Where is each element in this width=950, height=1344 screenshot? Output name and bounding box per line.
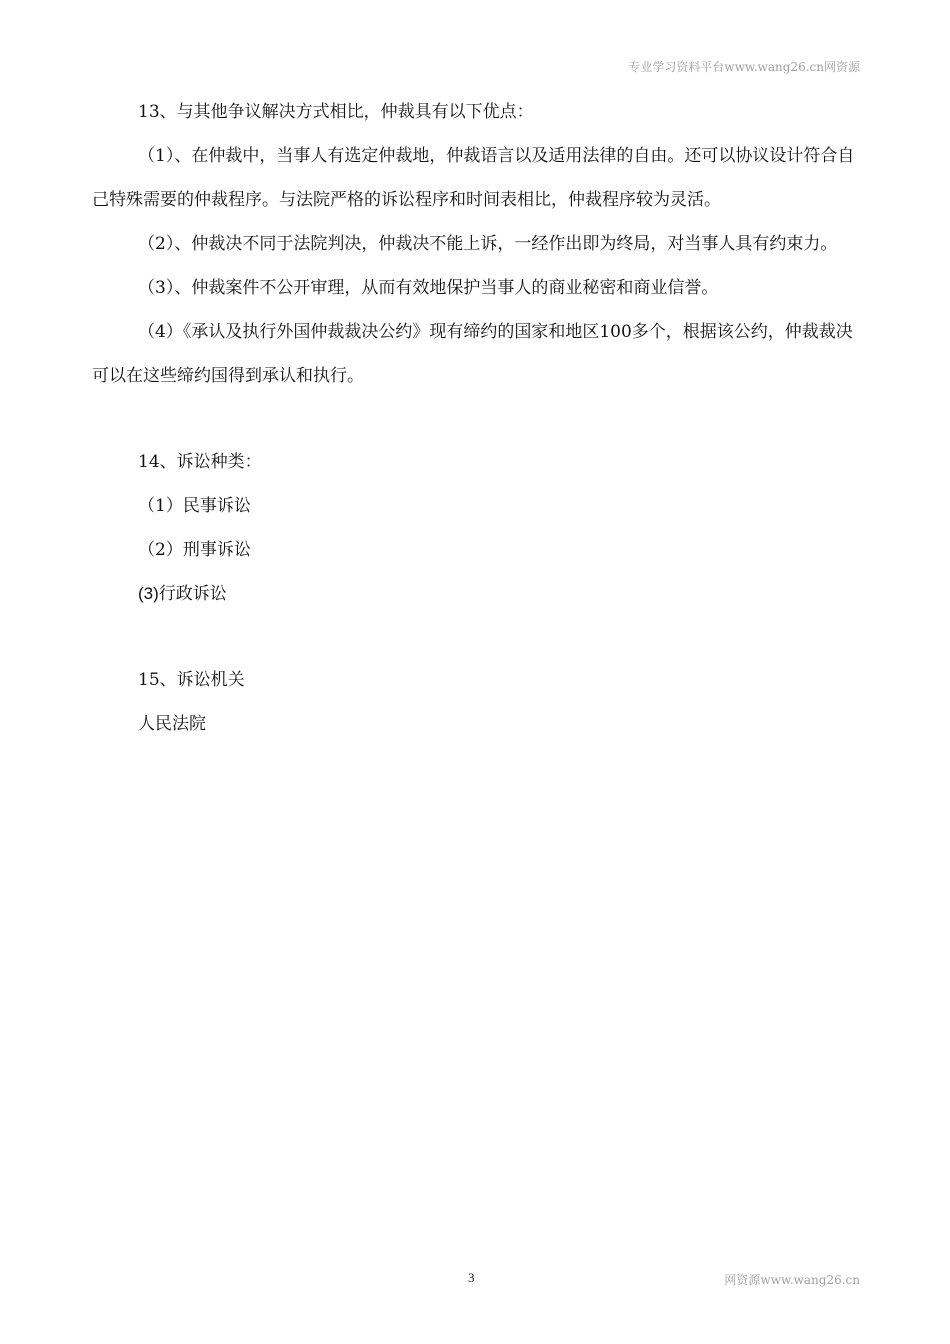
footer-watermark: 网资源www.wang26.cn bbox=[724, 1273, 860, 1287]
section-13-item-3: （3）、仲裁案件不公开审理，从而有效地保护当事人的商业秘密和商业信誉。 bbox=[138, 278, 719, 298]
header-watermark: 专业学习资料平台www.wang26.cn网资源 bbox=[628, 60, 860, 74]
document-body bbox=[92, 90, 862, 746]
section-13-item-2: （2）、仲裁决不同于法院判决，仲裁决不能上诉，一经作出即为终局，对当事人具有约束力。 bbox=[138, 234, 838, 254]
section-15-title: 15、诉讼机关 bbox=[138, 670, 245, 690]
section-14-item-2: （2）刑事诉讼 bbox=[138, 540, 251, 560]
section-13-item-4: （4）《承认及执行外国仲裁裁决公约》现有缔约的国家和地区100多个，根据该公约，仲裁裁决可以在这些缔约国得到承认和执行。 bbox=[92, 322, 853, 386]
section-15-body: 人民法院 bbox=[138, 714, 206, 734]
section-spacer bbox=[92, 398, 862, 440]
section-14-title: 14、诉讼种类： bbox=[138, 452, 262, 472]
section-14-item-3: (3)行政诉讼 bbox=[138, 584, 227, 603]
section-13-title: 13、与其他争议解决方式相比，仲裁具有以下优点： bbox=[138, 102, 534, 122]
section-13-item-1: （1）、在仲裁中，当事人有选定仲裁地，仲裁语言以及适用法律的自由。还可以协议设计符合自己特殊需要的仲裁程序。与法院严格的诉讼程序和时间表相比，仲裁程序较为灵活。 bbox=[92, 146, 855, 210]
page-number: 3 bbox=[468, 1270, 475, 1285]
section-14-item-1: （1）民事诉讼 bbox=[138, 496, 251, 516]
section-spacer bbox=[92, 616, 862, 658]
